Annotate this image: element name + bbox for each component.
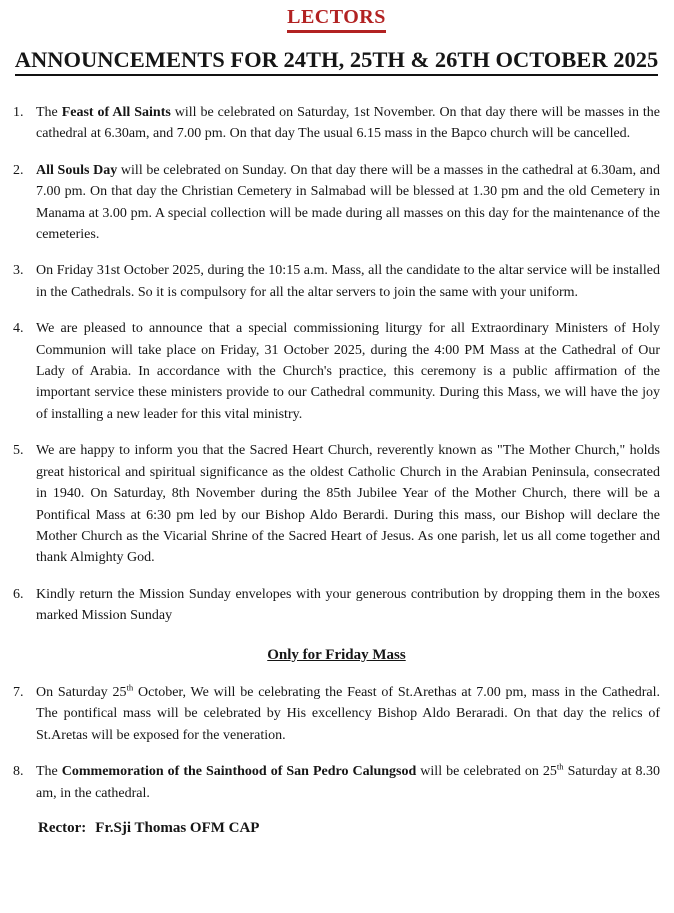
item-number: 3. xyxy=(13,263,24,279)
item-number: 7. xyxy=(13,685,24,701)
item-number: 1. xyxy=(13,105,24,120)
friday-mass-list xyxy=(13,682,660,804)
announcements-heading: ANNOUNCEMENTS FOR 24TH, 25TH & 26TH OCTOBER 2025 xyxy=(15,46,658,76)
item-text xyxy=(36,260,660,303)
document-title: LECTORS xyxy=(287,5,386,33)
bold-text: Feast of All Saints xyxy=(61,105,171,120)
friday-mass-heading: Only for Friday Mass xyxy=(267,646,406,663)
text-run: Saturday at 8.30 am, in the cathedral. xyxy=(36,764,661,801)
text-run: October, We will be celebrating the Feast of St.Arethas at 7.00 pm, mass in the Cathedral. The pontifical mass will be celebrated by His excellency Bishop Aldo Beraradi. On that day the relics of St.Aretas will be exposed for the veneration. xyxy=(36,685,660,743)
bold-text: All Souls Day xyxy=(36,162,118,178)
item-text xyxy=(36,318,660,425)
announcement-item xyxy=(13,260,660,303)
text-run: We are happy to inform you that the Sacred Heart Church, reverently known as "The Mother Church," holds great historical and spiritual significance as the oldest Catholic Church in the Arabian Peninsula, consecrated in 1940. On Saturday, 8th November during the 85th Jubilee Year of the Mother Church, there will be a Pontifical Mass at 6:30 pm led by our Bishop Aldo Berardi. During this mass, our Bishop will declare the Mother Church as the Vicarial Shrine of the Sacred Heart of Jesus. As one parish, let us all come together and thank Almighty God. xyxy=(36,443,660,566)
text-run: On Friday 31st October 2025, during the 10:15 a.m. Mass, all the candidate to the altar service will be installed in the Cathedrals. So it is compulsory for all the altar servers to join the same with your uniform. xyxy=(36,263,660,300)
text-run: The xyxy=(36,105,62,120)
announcement-item xyxy=(13,440,660,568)
item-number: 5. xyxy=(13,443,24,459)
text-run: will be celebrated on Sunday. On that day there will be a masses in the cathedral at 6.30am, and 7.00 pm. On that day the Christian Cemetery in Salmabad will be blessed at 1.30 pm and the old Cemetery in Manama at 3.00 pm. A special collection will be made during all masses on this day for the maintenance of the cemeteries. xyxy=(36,162,660,243)
text-run: The xyxy=(36,764,62,780)
rector-name: Fr.Sji Thomas OFM CAP xyxy=(95,820,260,837)
heading-row xyxy=(13,33,660,76)
superscript-text: th xyxy=(556,761,564,772)
superscript-text: th xyxy=(126,682,134,693)
rector-label: Rector: xyxy=(38,820,87,837)
bold-text: Commemoration of the Sainthood of San Pedro Calungsod xyxy=(61,764,417,780)
item-text xyxy=(36,440,660,568)
announcement-item xyxy=(13,584,660,627)
item-text xyxy=(36,160,660,246)
title-row xyxy=(13,5,660,33)
mid-heading-row xyxy=(13,642,660,666)
item-text xyxy=(36,102,660,145)
item-text xyxy=(36,682,660,746)
announcements-list xyxy=(13,102,660,627)
item-number: 4. xyxy=(13,321,24,337)
rector-line xyxy=(13,819,660,839)
item-number: 8. xyxy=(13,764,24,780)
text-run: Kindly return the Mission Sunday envelopes with your generous contribution by dropping them in the boxes marked Mission Sunday xyxy=(36,586,660,624)
announcement-item xyxy=(13,102,660,145)
item-text xyxy=(36,761,660,804)
announcement-item xyxy=(13,761,660,804)
text-run: We are pleased to announce that a special commissioning liturgy for all Extraordinary Ministers of Holy Communion will take place on Friday, 31 October 2025, during the 4:00 PM Mass at the Cathedral of Our Lady of Arabia. In accordance with the Church's practice, this ceremony is a public affirmation of the important service these ministers provide to our Cathedral community. During this Mass, we will have the joy of installing a new leader for this vital ministry. xyxy=(36,321,660,422)
item-number: 6. xyxy=(13,586,24,602)
announcement-item xyxy=(13,318,660,425)
item-text xyxy=(36,584,660,627)
item-number: 2. xyxy=(13,162,24,178)
text-run: will be celebrated on Saturday, 1st November. On that day there will be masses in the cathedral at 6.30am, and 7.00 pm. On that day The usual 6.15 mass in the Bapco church will be cancelled. xyxy=(36,105,660,142)
announcement-item xyxy=(13,682,660,746)
text-run: On Saturday 25 xyxy=(36,685,127,701)
announcement-item xyxy=(13,160,660,246)
text-run: will be celebrated on 25 xyxy=(416,764,557,780)
